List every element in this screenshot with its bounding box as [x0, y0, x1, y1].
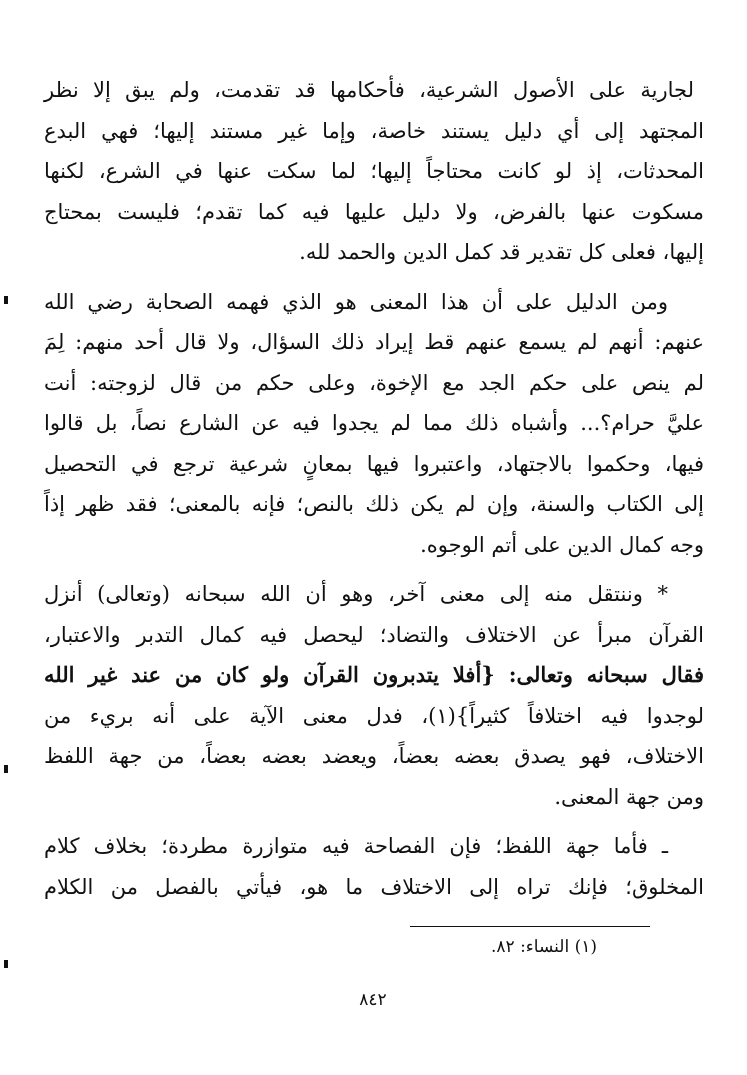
text-line: المحدثات، إذ لو كانت محتاجاً إليها؛ لما سكت عنها في الشرع، لكنها	[44, 159, 704, 183]
footnote-divider	[410, 926, 650, 927]
text-line: الاختلاف، فهو يصدق بعضه بعضاً، ويعضد بعضه بعضاً، من جهة اللفظ	[44, 744, 704, 768]
text-line: وجه كمال الدين على أتم الوجوه.	[420, 532, 704, 557]
text-line: إليها، فعلى كل تقدير قد كمل الدين والحمد لله.	[299, 240, 704, 264]
text-line: المجتهد إلى أي دليل يستند خاصة، وإما غير مستند إليها؛ فهي البدع	[44, 118, 704, 143]
text-line: مسكوت عنها بالفرض، ولا دليل عليها فيه كما تقدم؛ فليست بمحتاج	[44, 199, 704, 224]
text-line: عليَّ حرام؟... وأشباه ذلك مما لم يجدوا فيه عن الشارع نصاً، بل قالوا	[44, 411, 704, 435]
page-number: ٨٤٢	[359, 990, 387, 1010]
paragraph-3	[44, 574, 704, 817]
text-line: ومن الدليل على أن هذا المعنى هو الذي فهمه الصحابة رضي الله	[44, 289, 668, 314]
text-line: ومن جهة المعنى.	[554, 784, 704, 809]
text-line: فيها، وحكموا بالاجتهاد، واعتبروا فيها بمعانٍ شرعية ترجع في التحصيل	[44, 451, 704, 476]
paragraph-1	[44, 70, 704, 273]
text-line: * وننتقل منه إلى معنى آخر، وهو أن الله سبحانه (وتعالى) أنزل	[44, 582, 668, 606]
margin-mark	[4, 765, 8, 773]
text-line: ـ فأما جهة اللفظ؛ فإن الفصاحة فيه متوازرة مطردة؛ بخلاف كلام	[44, 834, 668, 858]
text-line: المخلوق؛ فإنك تراه إلى الاختلاف ما هو، فيأتي بالفصل من الكلام	[44, 874, 704, 899]
margin-mark	[4, 296, 8, 304]
text-line: لم ينص على حكم الجد مع الإخوة، وعلى حكم من قال لزوجته: أنت	[44, 370, 704, 395]
text-line: القرآن مبرأ عن الاختلاف والتضاد؛ ليحصل فيه كمال التدبر والاعتبار،	[44, 622, 704, 647]
text-line: لجارية على الأصول الشرعية، فأحكامها قد تقدمت، ولم يبق إلا نظر	[44, 78, 694, 102]
paragraph-4	[44, 826, 704, 907]
page-body	[44, 70, 704, 907]
quran-verse-line: لوجدوا فيه اختلافاً كثيراً}(١)، فدل معنى الآية على أنه بريء من	[44, 703, 704, 728]
quran-verse-line: فقال سبحانه وتعالى: {أفلا يتدبرون القرآن ولو كان من عند غير الله	[44, 662, 704, 687]
text-line: إلى الكتاب والسنة، وإن لم يكن ذلك بالنص؛ فإنه بالمعنى؛ فقد ظهر إذاً	[44, 492, 704, 516]
margin-mark	[4, 960, 8, 968]
footnote: (١) النساء: ٨٢.	[491, 937, 597, 957]
paragraph-2	[44, 282, 704, 566]
text-line: عنهم: أنهم لم يسمع عنهم قط إيراد ذلك السؤال، ولا قال أحد منهم: لِمَ	[44, 330, 704, 354]
